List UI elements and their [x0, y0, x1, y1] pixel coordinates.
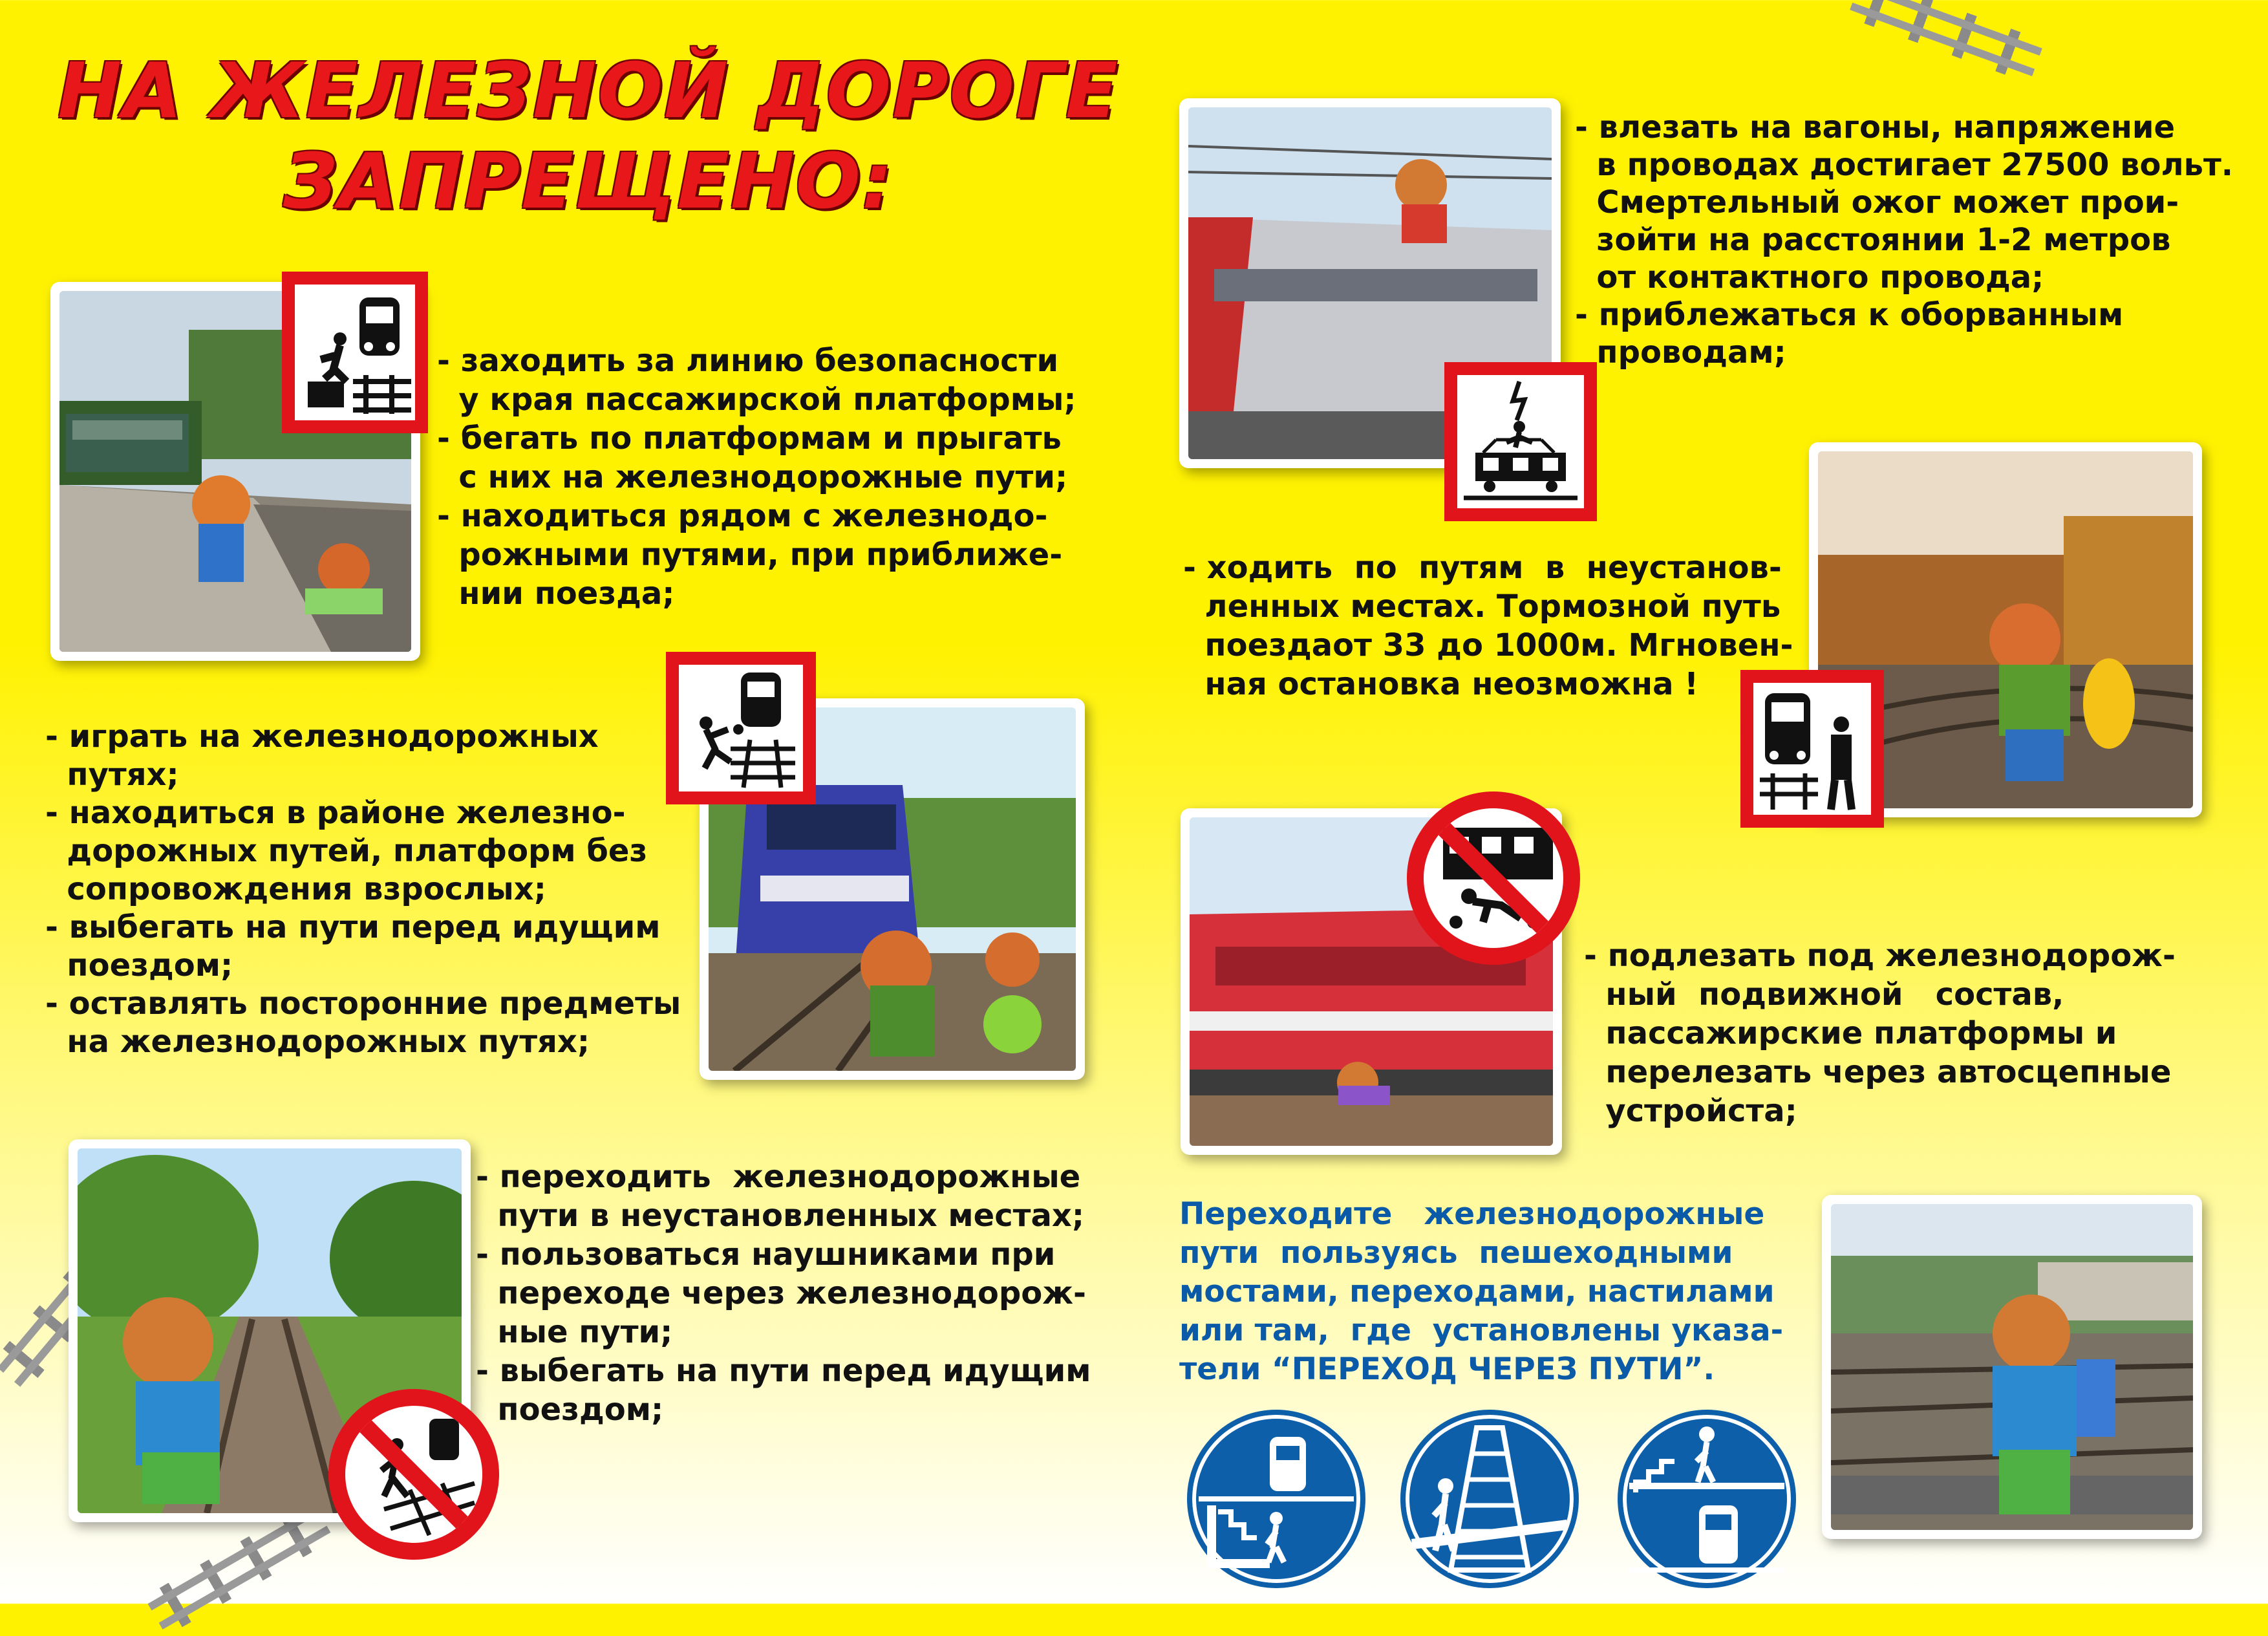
rules-crawling-list	[1584, 936, 2176, 1130]
rule-line: сопровождения взрослых;	[45, 871, 546, 907]
rule-line: ленных местах. Тормозной путь	[1183, 588, 1781, 625]
platform-edge-prohibition-sign	[282, 272, 428, 433]
rules-voltage-list	[1575, 109, 2233, 371]
rule-line: у края пассажирской платформы;	[437, 382, 1076, 418]
rule-line: - влезать на вагоны, напряжение	[1575, 109, 2176, 145]
rule-line: - заходить за линию безопасности	[437, 343, 1059, 379]
no-crawling-under-train-sign	[1407, 791, 1580, 965]
rule-line: - переходить железнодорожные	[476, 1159, 1081, 1195]
rule-line: путях;	[45, 757, 179, 793]
level-crossing-sign	[1400, 1410, 1579, 1588]
high-voltage-sign	[1444, 362, 1597, 521]
rules-crossing-list	[476, 1157, 1091, 1429]
rule-line: перелезать через автосцепные	[1584, 1054, 2172, 1090]
underground-crossing-sign	[1187, 1410, 1365, 1588]
rule-line: - выбегать на пути перед идущим	[45, 909, 661, 945]
rule-line: дорожных путей, платформ без	[45, 833, 648, 869]
rule-line: поездом;	[45, 947, 233, 984]
title-line-2: ЗАПРЕЩЕНО:	[283, 136, 894, 226]
rule-line: - оставлять посторонние предметы	[45, 985, 681, 1022]
rules-walking-list	[1183, 548, 1793, 704]
rule-line: - приблежаться к оборванным	[1575, 297, 2124, 333]
no-playing-on-tracks-sign	[666, 652, 816, 804]
rule-line: устройста;	[1584, 1093, 1797, 1129]
rule-line: нии поезда;	[437, 576, 675, 612]
advice-line: мостами, переходами, настилами	[1179, 1274, 1775, 1309]
no-crossing-tracks-sign	[328, 1389, 499, 1560]
rule-line: - находиться в районе железно-	[45, 795, 626, 831]
rule-line: ный подвижной состав,	[1584, 976, 2064, 1013]
rules-playing-list	[45, 718, 681, 1061]
advice-line: пути пользуясь пешеходными	[1179, 1235, 1733, 1271]
rule-line: рожными путями, при приближе-	[437, 537, 1063, 573]
photo-pedestrian-crossing	[1822, 1195, 2202, 1539]
rule-line: поездом;	[476, 1392, 664, 1428]
rule-line: - играть на железнодорожных	[45, 718, 599, 755]
rule-line: проводам;	[1575, 334, 1786, 371]
rule-line: - пользоваться наушниками при	[476, 1236, 1056, 1273]
advice-line: или там, где установлены указа-	[1179, 1313, 1784, 1348]
rule-line: пути в неустановленных местах;	[476, 1198, 1085, 1234]
no-walking-on-tracks-sign	[1740, 670, 1884, 828]
rule-line: зойти на расстоянии 1-2 метров	[1575, 222, 2171, 258]
rule-line: - бегать по платформам и прыгать	[437, 420, 1062, 457]
rule-line: - находиться рядом с железнодо-	[437, 498, 1048, 534]
rule-line: - подлезать под железнодорож-	[1584, 938, 2176, 974]
rule-line: - ходить по путям в неустанов-	[1183, 550, 1782, 586]
rule-line: с них на железнодорожные пути;	[437, 459, 1068, 495]
rule-line: переходе через железнодорож-	[476, 1275, 1086, 1311]
rule-line: Смертельный ожог может прои-	[1575, 184, 2179, 221]
rule-line: поездаот 33 до 1000м. Мгновен-	[1183, 627, 1793, 663]
rule-line: ные пути;	[476, 1314, 673, 1350]
rule-line: ная остановка неозможна !	[1183, 666, 1699, 702]
title-line-1: НА ЖЕЛЕЗНОЙ ДОРОГЕ	[58, 46, 1119, 135]
advice-line: тели “ПЕРЕХОД ЧЕРЕЗ ПУТИ”.	[1179, 1351, 1715, 1387]
rule-line: - выбегать на пути перед идущим	[476, 1353, 1091, 1389]
advice-text	[1179, 1195, 1783, 1389]
rail-decoration-top	[1847, 0, 2045, 83]
advice-line: Переходите железнодорожные	[1179, 1196, 1765, 1232]
rule-line: на железнодорожных путях;	[45, 1024, 590, 1060]
rule-line: в проводах достигает 27500 вольт.	[1575, 147, 2234, 183]
overhead-bridge-sign	[1618, 1410, 1796, 1588]
rules-platform-list	[437, 341, 1076, 613]
rule-line: пассажирские платформы и	[1584, 1015, 2117, 1051]
rule-line: от контактного провода;	[1575, 259, 2044, 296]
page-title	[39, 45, 1138, 226]
